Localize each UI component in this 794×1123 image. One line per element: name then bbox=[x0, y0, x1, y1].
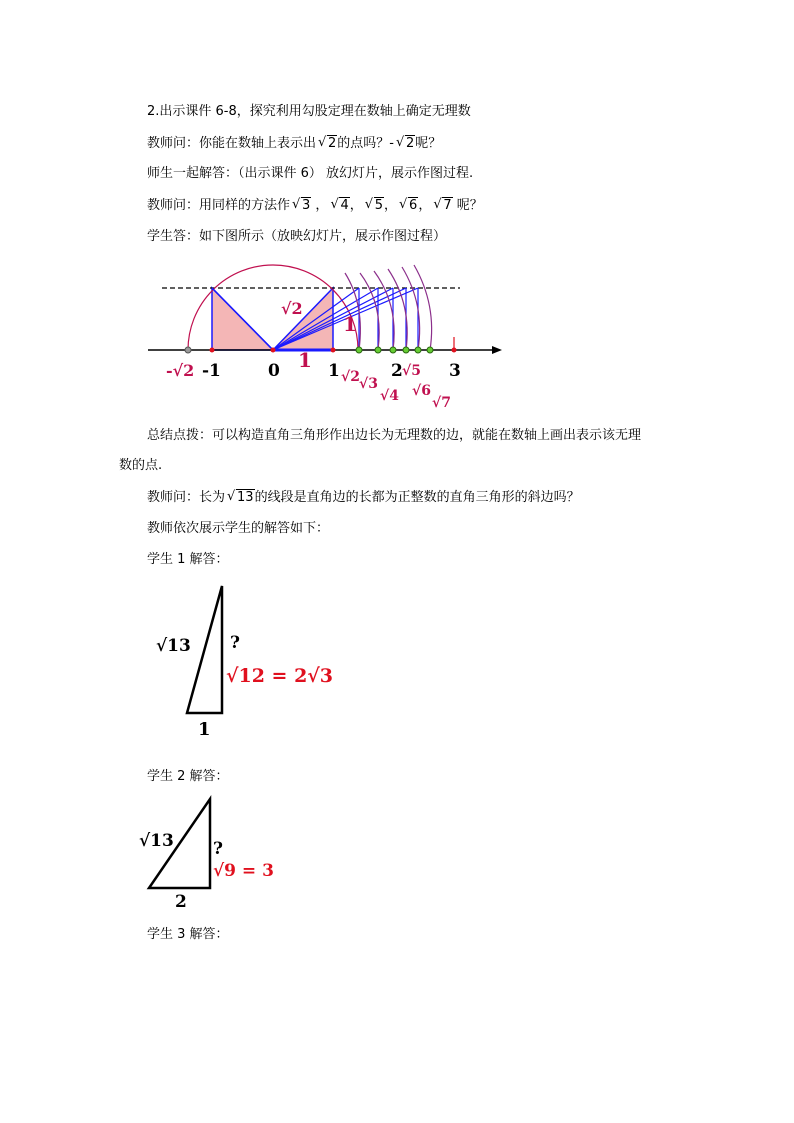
sqrt-expression: √ 2 bbox=[318, 135, 337, 153]
point-neg1 bbox=[210, 348, 215, 353]
unknown-label: ? bbox=[230, 633, 240, 653]
tick-label-2: 2 bbox=[391, 361, 403, 381]
sqrt-expression: √ 3 bbox=[292, 197, 311, 215]
teacher-question-3: 教师问：长为√ 13的线段是直角边的长都为正整数的直角三角形的斜边吗？ bbox=[147, 489, 580, 507]
sqrt-expression: √ 5 bbox=[365, 197, 384, 215]
root-label: √7 bbox=[432, 395, 451, 411]
point-root bbox=[427, 347, 433, 353]
section-heading: 2.出示课件 6-8，探究利用勾股定理在数轴上确定无理数 bbox=[147, 104, 471, 119]
triangle-figure-1 bbox=[150, 578, 350, 743]
side-label-right: 1 bbox=[343, 312, 357, 336]
joint-answer: 师生一起解答：（出示课件 6） 放幻灯片，展示作图过程. bbox=[147, 166, 474, 181]
sqrt-expression: √ 7 bbox=[433, 197, 452, 215]
teacher-question-2: 教师问：用同样的方法作√ 3 ，√ 4，√ 5，√ 6，√ 7 呢？ bbox=[147, 197, 483, 215]
student-answer-intro: 学生答：如下图所示（放映幻灯片，展示作图过程） bbox=[147, 229, 447, 244]
hyp-label: √2 bbox=[281, 299, 303, 318]
point-root bbox=[375, 347, 381, 353]
root-label: √4 bbox=[380, 388, 399, 404]
student1-heading: 学生 1 解答： bbox=[147, 552, 229, 567]
side-label-bottom: 1 bbox=[298, 348, 312, 372]
root-label: √3 bbox=[359, 376, 378, 392]
point-root bbox=[403, 347, 409, 353]
arc bbox=[414, 265, 432, 350]
tick-label-1: 1 bbox=[328, 361, 340, 381]
triangle-shape bbox=[187, 586, 222, 713]
base-label: 2 bbox=[175, 892, 187, 912]
right-triangle-fill bbox=[273, 288, 333, 350]
hyp-label: √13 bbox=[156, 636, 191, 656]
unknown-label: ? bbox=[213, 839, 223, 859]
student2-heading: 学生 2 解答： bbox=[147, 769, 229, 784]
sqrt-expression: √ 13 bbox=[227, 489, 255, 507]
hyp-label: √13 bbox=[139, 831, 174, 851]
base-label: 1 bbox=[198, 719, 211, 740]
teacher-question-1: 教师问：你能在数轴上表示出√ 2的点吗？-√ 2呢？ bbox=[147, 135, 441, 153]
root-label: √5 bbox=[402, 363, 421, 379]
point-root bbox=[415, 347, 421, 353]
teacher-shows: 教师依次展示学生的解答如下： bbox=[147, 521, 330, 536]
label-neg-sqrt2: -√2 bbox=[166, 361, 195, 380]
tick-label-3: 3 bbox=[449, 361, 461, 381]
point-0 bbox=[271, 348, 276, 353]
summary-line-1: 总结点拨：可以构造直角三角形作出边长为无理数的边，就能在数轴上画出表示该无理 bbox=[147, 428, 642, 443]
sqrt-expression: √ 6 bbox=[399, 197, 418, 215]
answer-label: √9 = 3 bbox=[213, 861, 274, 881]
sqrt-expression: √ 4 bbox=[330, 197, 349, 215]
root-label: √2 bbox=[341, 369, 360, 385]
number-line-figure bbox=[140, 255, 520, 415]
arc bbox=[388, 269, 407, 350]
point-root bbox=[390, 347, 396, 353]
tick-label-0: 0 bbox=[268, 361, 280, 381]
answer-label: √12 = 2√3 bbox=[226, 665, 334, 687]
triangle-figure-2 bbox=[135, 793, 335, 913]
student3-heading: 学生 3 解答： bbox=[147, 927, 229, 942]
tick-label-neg1: -1 bbox=[202, 361, 221, 381]
sqrt-expression: √ 2 bbox=[396, 135, 415, 153]
point-1 bbox=[331, 348, 336, 353]
point-neg-sqrt2 bbox=[185, 347, 191, 353]
axis-arrow-icon bbox=[492, 346, 502, 354]
root-label: √6 bbox=[412, 383, 431, 399]
point-root bbox=[356, 347, 362, 353]
summary-line-2: 数的点. bbox=[119, 458, 163, 473]
